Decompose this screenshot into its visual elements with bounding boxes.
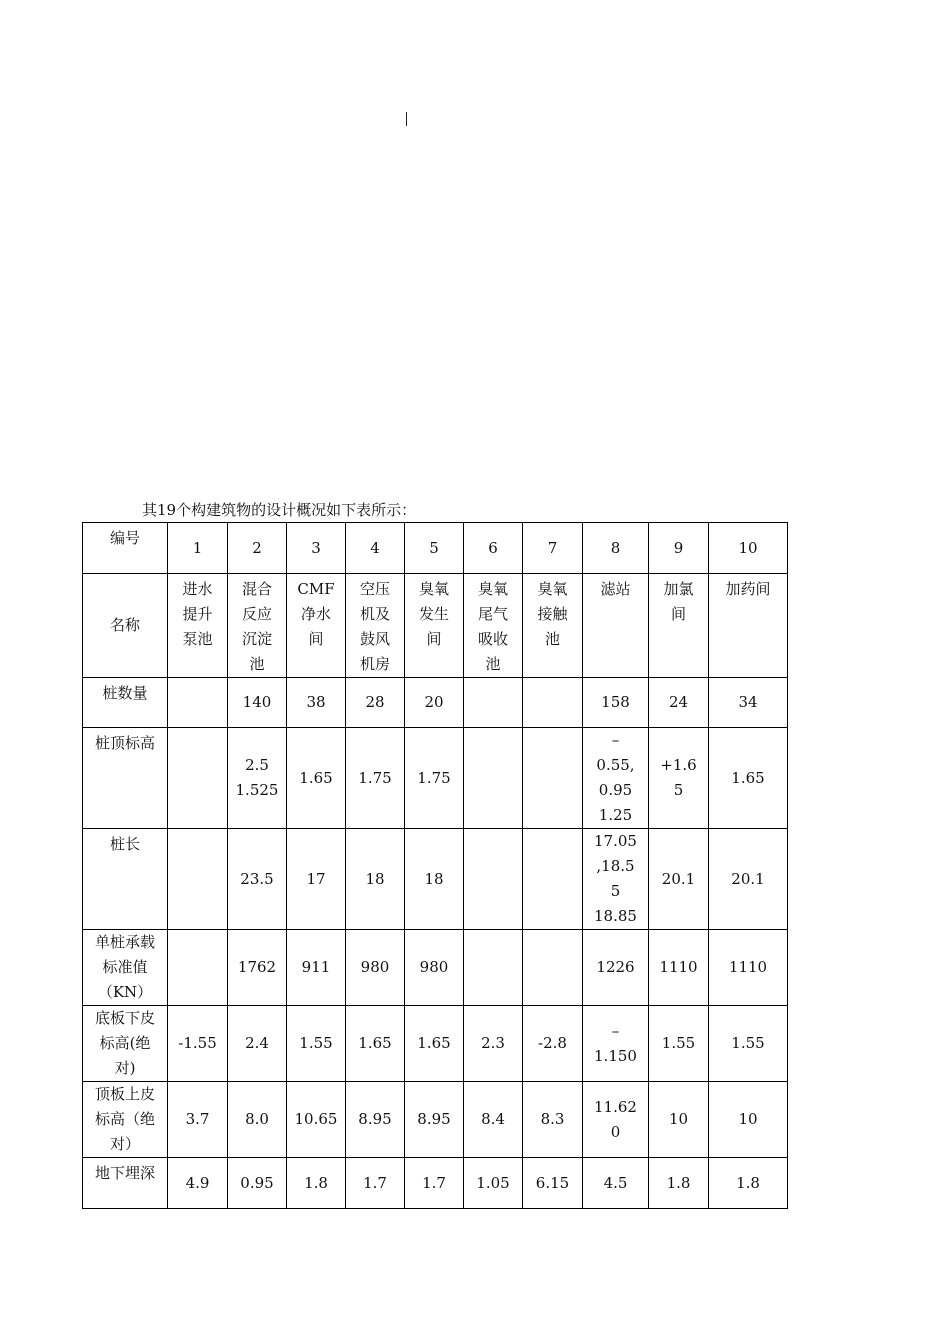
- cell-text: 4: [370, 538, 380, 557]
- table-cell: [168, 574, 228, 678]
- cell-text: 5: [610, 882, 621, 900]
- cell-text: 加氯: [663, 580, 694, 598]
- table-cell: [464, 678, 523, 728]
- row-label-line: 对）: [109, 1135, 140, 1153]
- cell-text: 20: [424, 693, 444, 711]
- cell-text: 1226: [596, 958, 635, 976]
- table-row: [83, 728, 788, 829]
- table-row: [83, 829, 788, 930]
- cell-text: 间: [426, 630, 442, 648]
- row-label-line: 标高(绝: [99, 1034, 151, 1052]
- table-cell: [464, 1082, 523, 1158]
- cell-text: 2.3: [481, 1034, 505, 1052]
- row-label-line: 单桩承载: [94, 933, 155, 951]
- cell-text: 8.0: [245, 1110, 269, 1128]
- cell-text: 34: [738, 693, 758, 711]
- cell-text: 滤站: [600, 580, 631, 598]
- cell-text: 0.95: [598, 781, 633, 799]
- row-label: [83, 930, 168, 1006]
- row-label: [83, 678, 168, 728]
- table-cell: [346, 1006, 405, 1082]
- table-cell: [464, 523, 523, 574]
- cell-text: 池: [544, 630, 560, 648]
- cell-text: 6.15: [535, 1173, 570, 1192]
- table-cell: [287, 523, 346, 574]
- table-cell: [583, 523, 649, 574]
- table-cell: [405, 1158, 464, 1209]
- table-cell: [346, 829, 405, 930]
- table-cell: [228, 728, 287, 829]
- table-cell: [649, 678, 709, 728]
- row-label: [83, 1158, 168, 1209]
- cell-text: 10.65: [294, 1110, 338, 1128]
- cell-text: 反应: [241, 605, 272, 623]
- row-label-line: 编号: [109, 529, 140, 547]
- table-cell: [709, 523, 788, 574]
- cell-text: 9: [673, 538, 684, 557]
- table-cell: [709, 829, 788, 930]
- table-cell: [228, 930, 287, 1006]
- cell-text: 3: [311, 538, 321, 557]
- cell-text: 发生: [418, 605, 449, 623]
- table-cell: [228, 1006, 287, 1082]
- cell-text: 池: [485, 655, 501, 673]
- cell-text: 臭氧: [477, 580, 508, 598]
- table-cell: [649, 574, 709, 678]
- cell-text: 1.25: [598, 806, 633, 824]
- cell-text: 池: [249, 655, 265, 673]
- cell-text: 3.7: [185, 1110, 210, 1128]
- cell-text: 18: [365, 869, 385, 888]
- cell-text: 140: [242, 693, 272, 711]
- table-cell: [709, 678, 788, 728]
- table-cell: [228, 523, 287, 574]
- cell-text: 4.5: [603, 1173, 628, 1192]
- cell-text: 38: [306, 693, 326, 711]
- row-label: [83, 523, 168, 574]
- table-cell: [464, 574, 523, 678]
- table-cell: [405, 728, 464, 829]
- table-cell: [287, 678, 346, 728]
- table-cell: [523, 574, 583, 678]
- table-cell: [709, 930, 788, 1006]
- cell-text: 8.95: [417, 1110, 451, 1128]
- row-label-line: 标准值: [102, 958, 148, 976]
- table-cell: [464, 1006, 523, 1082]
- table-cell: [405, 829, 464, 930]
- table-cell: [649, 1006, 709, 1082]
- cell-text: 臭氧: [537, 580, 568, 598]
- row-label-line: 对): [114, 1059, 136, 1077]
- table-cell: [709, 1006, 788, 1082]
- row-label: [83, 728, 168, 829]
- table-cell: [464, 829, 523, 930]
- table-cell: [228, 1158, 287, 1209]
- cell-text: 1.8: [736, 1173, 760, 1192]
- cell-text: 1110: [659, 958, 698, 976]
- table-cell: [168, 728, 228, 829]
- table-cell: [168, 1158, 228, 1209]
- cell-text: 23.5: [240, 869, 274, 888]
- cell-text: 机房: [359, 655, 390, 673]
- cell-text: 911: [301, 958, 331, 976]
- row-label: [83, 1082, 168, 1158]
- cell-text: 1.65: [417, 1034, 451, 1052]
- cell-text: 158: [601, 693, 630, 711]
- cell-text: 臭氧: [418, 580, 449, 598]
- cell-text: 净水: [300, 605, 331, 623]
- table-cell: [287, 1082, 346, 1158]
- cell-text: 吸收: [477, 630, 508, 648]
- cell-text: 2.5: [245, 756, 269, 774]
- row-label-line: 标高（绝: [94, 1110, 155, 1128]
- cell-text: 7: [547, 538, 558, 557]
- table-cell: [228, 678, 287, 728]
- table-cell: [405, 1006, 464, 1082]
- table-cell: [464, 728, 523, 829]
- cell-text: 1.55: [299, 1034, 333, 1052]
- cell-text: 鼓风: [359, 630, 390, 648]
- cell-text: 1.525: [235, 781, 279, 799]
- row-label-line: 桩顶标高: [94, 734, 155, 752]
- table-cell: [346, 574, 405, 678]
- table-cell: [346, 1082, 405, 1158]
- table-cell: [346, 930, 405, 1006]
- cell-text: 20.1: [661, 869, 696, 888]
- table-cell: [709, 1158, 788, 1209]
- table-cell: [649, 1082, 709, 1158]
- cell-text: 2.4: [245, 1034, 269, 1052]
- table-row: [83, 1158, 788, 1209]
- table-cell: [168, 930, 228, 1006]
- table-cell: [287, 574, 346, 678]
- cell-text: 1.55: [661, 1034, 696, 1052]
- cell-text: 空压: [359, 580, 390, 598]
- cell-text: 1.65: [299, 768, 333, 787]
- table-cell: [583, 1006, 649, 1082]
- cell-text: 980: [419, 958, 449, 976]
- cell-text: 1762: [237, 958, 277, 976]
- structures-table: [82, 522, 788, 1209]
- table-cell: [649, 1158, 709, 1209]
- cell-text: 提升: [182, 605, 213, 623]
- cell-text: 5: [673, 781, 684, 799]
- table-row: [83, 523, 788, 574]
- cell-text: 20.1: [731, 869, 765, 888]
- table-cell: [649, 728, 709, 829]
- cell-text: 8: [610, 538, 621, 557]
- table-cell: [523, 1006, 583, 1082]
- row-label: [83, 829, 168, 930]
- row-label-line: 地下埋深: [94, 1164, 155, 1182]
- table-cell: [405, 574, 464, 678]
- cell-text: 间: [308, 630, 324, 648]
- table-cell: [583, 728, 649, 829]
- cell-text: 1.55: [731, 1034, 765, 1052]
- cell-text: 1.75: [417, 768, 451, 787]
- cell-text: 混合: [241, 580, 272, 598]
- cell-text: 1.150: [594, 1046, 637, 1065]
- table-cell: [649, 930, 709, 1006]
- row-label-line: 底板下皮: [94, 1009, 155, 1027]
- cell-text: –: [611, 731, 620, 749]
- table-cell: [583, 829, 649, 930]
- cell-text: 1.65: [358, 1034, 392, 1052]
- table-cell: [523, 1158, 583, 1209]
- table-cell: [168, 829, 228, 930]
- table-cell: [287, 1006, 346, 1082]
- cell-text: 1: [192, 538, 203, 557]
- cell-text: 0.95: [240, 1173, 274, 1192]
- cell-text: CMF: [297, 580, 335, 598]
- table-row: [83, 574, 788, 678]
- cell-text: -2.8: [538, 1034, 567, 1052]
- table-cell: [709, 728, 788, 829]
- cell-text: 18: [424, 869, 444, 888]
- cell-text: 1.05: [476, 1173, 510, 1192]
- cell-text: 8.95: [358, 1110, 392, 1128]
- cell-text: -1.55: [178, 1034, 217, 1052]
- cell-text: 1.7: [363, 1173, 387, 1192]
- table-cell: [287, 829, 346, 930]
- table-cell: [228, 829, 287, 930]
- table-cell: [649, 829, 709, 930]
- table-cell: [168, 678, 228, 728]
- table-cell: [523, 728, 583, 829]
- cell-text: 8.3: [540, 1110, 565, 1128]
- table-cell: [523, 829, 583, 930]
- cell-text: 28: [365, 693, 385, 711]
- cell-text: 18.85: [594, 907, 637, 925]
- cell-text: +1.6: [660, 756, 697, 774]
- table-cell: [346, 678, 405, 728]
- table-cell: [405, 678, 464, 728]
- cell-text: 17.05: [594, 832, 637, 850]
- cell-text: 10: [668, 1110, 689, 1128]
- row-label-line: 桩数量: [102, 684, 148, 702]
- cell-text: 6: [488, 538, 498, 557]
- cell-text: 间: [670, 605, 686, 623]
- table-cell: [583, 574, 649, 678]
- table-row: [83, 1082, 788, 1158]
- table-cell: [523, 930, 583, 1006]
- cell-text: 进水: [182, 580, 213, 598]
- table-cell: [464, 930, 523, 1006]
- table-cell: [228, 574, 287, 678]
- cell-text: 17: [306, 869, 326, 888]
- cell-text: 1.65: [731, 768, 765, 787]
- cell-text: 10: [738, 538, 758, 557]
- table-cell: [583, 1158, 649, 1209]
- table-cell: [583, 678, 649, 728]
- table-cell: [287, 728, 346, 829]
- table-cell: [464, 1158, 523, 1209]
- cell-text: 沉淀: [241, 630, 272, 648]
- cell-text: 泵池: [182, 630, 213, 648]
- table-cell: [583, 930, 649, 1006]
- table-row: [83, 1006, 788, 1082]
- cell-text: 0: [610, 1122, 621, 1141]
- table-cell: [709, 1082, 788, 1158]
- cell-text: 0.55,: [596, 756, 635, 774]
- row-label-line: 名称: [109, 616, 140, 634]
- table-cell: [346, 728, 405, 829]
- table-cell: [405, 1082, 464, 1158]
- table-row: [83, 930, 788, 1006]
- cell-text: 1110: [728, 958, 768, 976]
- row-label: [83, 1006, 168, 1082]
- table-cell: [523, 678, 583, 728]
- table-cell: [405, 930, 464, 1006]
- cell-text: 2: [252, 538, 262, 557]
- cell-text: 加药间: [725, 580, 771, 598]
- table-cell: [405, 523, 464, 574]
- row-label-line: （KN）: [97, 983, 153, 1001]
- intro-text: 其19个构建筑物的设计概况如下表所示：: [142, 501, 417, 519]
- cell-text: 尾气: [477, 605, 508, 623]
- cell-text: 接触: [537, 605, 568, 623]
- row-label: [83, 574, 168, 678]
- cell-text: ,18.5: [596, 857, 635, 875]
- cell-text: 机及: [359, 605, 390, 623]
- table-cell: [228, 1082, 287, 1158]
- table-cell: [523, 523, 583, 574]
- table-cell: [287, 930, 346, 1006]
- row-label-line: 桩长: [109, 835, 140, 853]
- table-cell: [287, 1158, 346, 1209]
- cell-text: 1.75: [358, 768, 392, 787]
- table-cell: [168, 1006, 228, 1082]
- row-label-line: 顶板上皮: [94, 1085, 155, 1103]
- table-cell: [709, 574, 788, 678]
- table-cell: [346, 523, 405, 574]
- cell-text: 10: [738, 1110, 758, 1128]
- cell-text: 980: [360, 958, 390, 976]
- text-cursor: [406, 112, 407, 126]
- cell-text: 24: [668, 693, 689, 711]
- cell-text: 1.7: [422, 1173, 446, 1192]
- table-cell: [649, 523, 709, 574]
- cell-text: 5: [429, 538, 439, 557]
- table-cell: [168, 523, 228, 574]
- table-row: [83, 678, 788, 728]
- table-cell: [583, 1082, 649, 1158]
- table-cell: [346, 1158, 405, 1209]
- cell-text: 11.62: [594, 1097, 637, 1116]
- cell-text: 1.8: [666, 1173, 691, 1192]
- cell-text: 4.9: [185, 1173, 210, 1192]
- cell-text: 1.8: [304, 1173, 328, 1192]
- table-cell: [168, 1082, 228, 1158]
- cell-text: –: [611, 1021, 620, 1040]
- cell-text: 8.4: [481, 1110, 505, 1128]
- table-cell: [523, 1082, 583, 1158]
